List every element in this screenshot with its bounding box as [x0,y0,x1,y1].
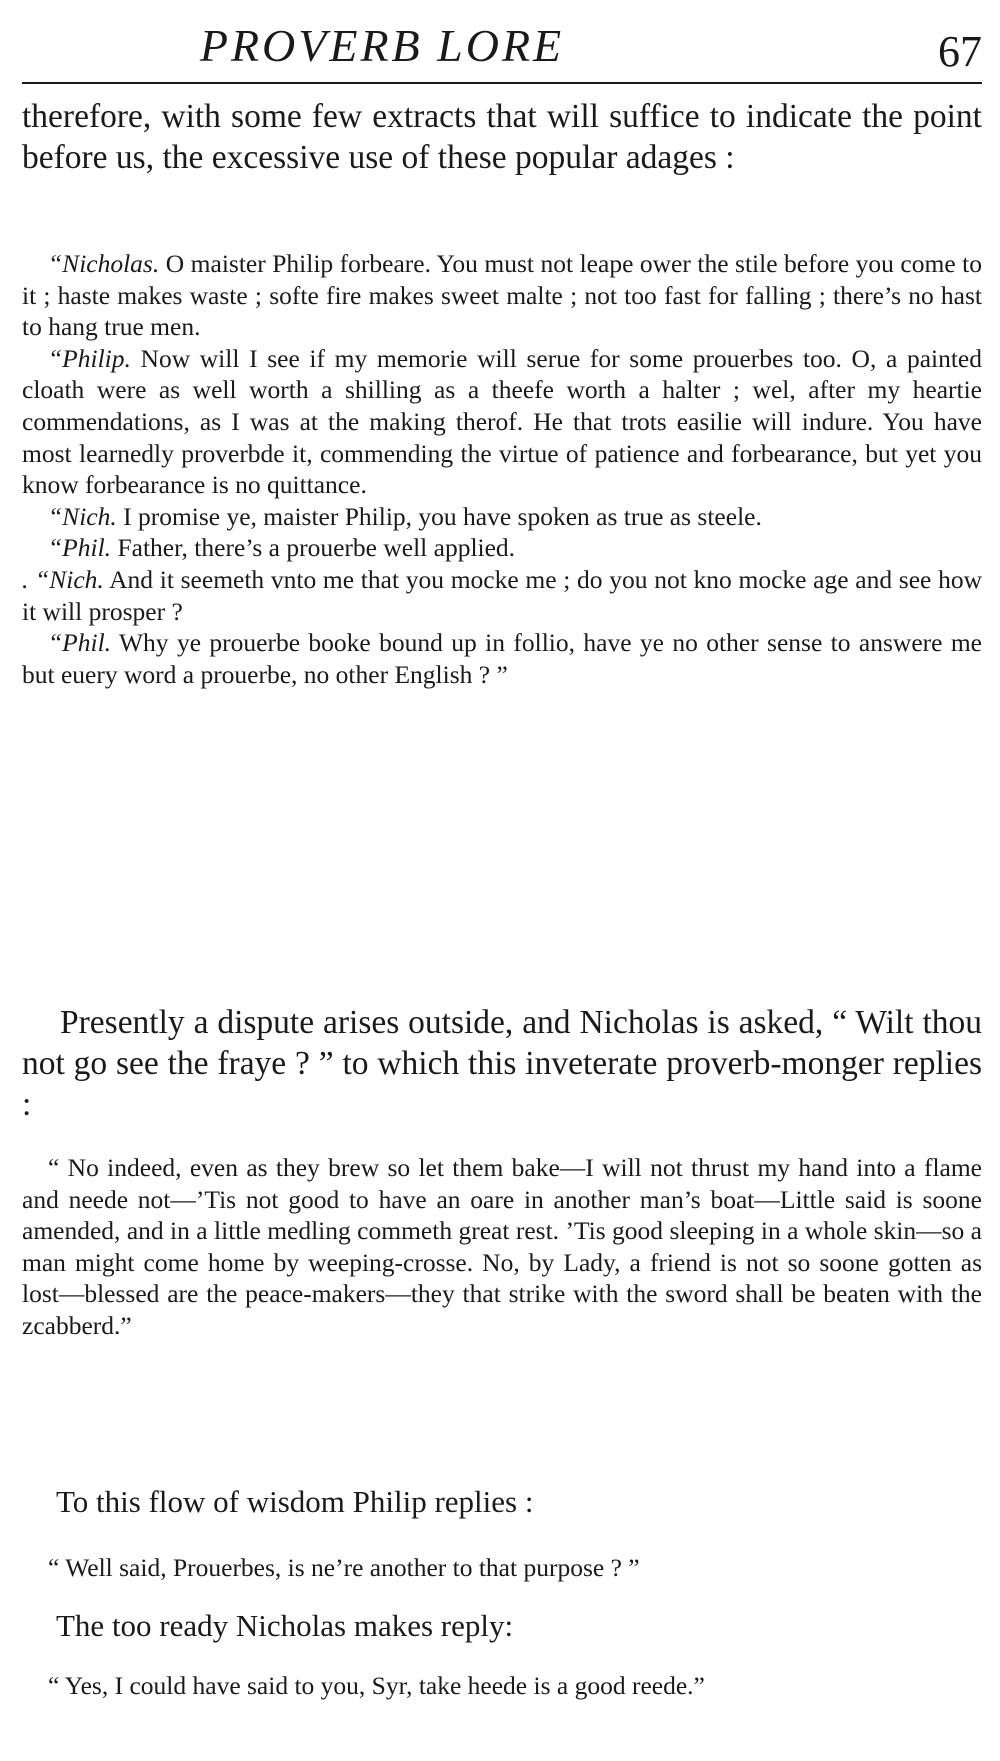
philip-quote [22,1552,982,1584]
header-rule [22,82,982,84]
speaker-name: “Nicholas. [48,249,160,278]
narration-text: To this flow of wisdom Philip replies : [56,1484,534,1519]
speaker-name: “Philip. [48,343,131,373]
page-header [22,18,982,90]
intro-text: therefore, with some few extracts that will suffice to indicate the point before us, the excessive use of these popular adages : [22,98,982,176]
dialogue-line [22,501,982,533]
quote-text: “ Well said, Prouerbes, is ne’re another to that purpose ? ” [48,1553,640,1582]
narration-paragraph [22,1002,982,1125]
nicholas-reply-quote [22,1670,982,1702]
dialogue-text: And it seemeth vnto me that you mocke me ; do you not kno mocke age and see how it will prosper ? [22,564,982,626]
speaker-name: “Phil. [48,628,112,658]
narration-paragraph [56,1606,976,1645]
quote-text: “ No indeed, even as they brew so let them bake—I will not thrust my hand into a flame and neede not—’Tis not good to have an oare in another man’s boat—Little said is soone amended, and in a little medling commeth great rest. ’Tis good sleeping in a whole skin—so a man might come home by weeping-crosse. No, by Lady, a friend is not so soone gotten as lost—blessed are the peace-makers—they that strike with the sword shall be beaten with the zcabberd.” [22,1153,982,1340]
narration-text: Presently a dispute arises outside, and Nicholas is asked, “ Wilt thou not go see the fraye ? ” to which this inveterate proverb-monger replies : [22,1004,982,1123]
dialogue-line [22,248,982,343]
nicholas-proverb-quote [22,1152,982,1342]
narration-text: The too ready Nicholas makes reply: [56,1608,514,1643]
dialogue-text: Now will I see if my memorie will serue for some prouerbes too. O, a painted cloath were as well worth a shilling as a theefe worth a halter ; wel, after my heartie commendations, as I was at the making therof. He that trots easilie will indure. You have most learnedly proverbde it, commending the virtue of patience and forbearance, but yet you know forbearance is no quittance. [22,343,982,500]
dialogue-line [22,564,982,627]
dialogue-text: Why ye prouerbe booke bound up in follio, have ye no other sense to answere me but euery word a prouerbe, no other English ? ” [22,628,982,689]
dialogue-text: O maister Philip forbeare. You must not leape ower the stile before you come to it ; haste makes waste ; softe fire makes sweet malte ; not too fast for falling ; there’s no hast to hang true men. [22,249,982,342]
intro-paragraph [22,96,982,178]
dialogue-extract [22,248,982,690]
speaker-name: “Phil. [48,533,112,563]
dialogue-line [22,627,982,690]
quote-text: “ Yes, I could have said to you, Syr, take heede is a good reede.” [48,1671,705,1700]
speaker-name: . “Nich. [22,564,104,594]
dialogue-text: Father, there’s a prouerbe well applied. [111,533,516,563]
running-title: PROVERB LORE [199,20,565,71]
dialogue-line [22,343,982,501]
speaker-name: “Nich. [48,501,117,531]
dialogue-text: I promise ye, maister Philip, you have spoken as true as steele. [116,501,762,531]
page-number: 67 [938,27,982,76]
narration-paragraph [56,1482,976,1521]
dialogue-line [22,532,982,564]
